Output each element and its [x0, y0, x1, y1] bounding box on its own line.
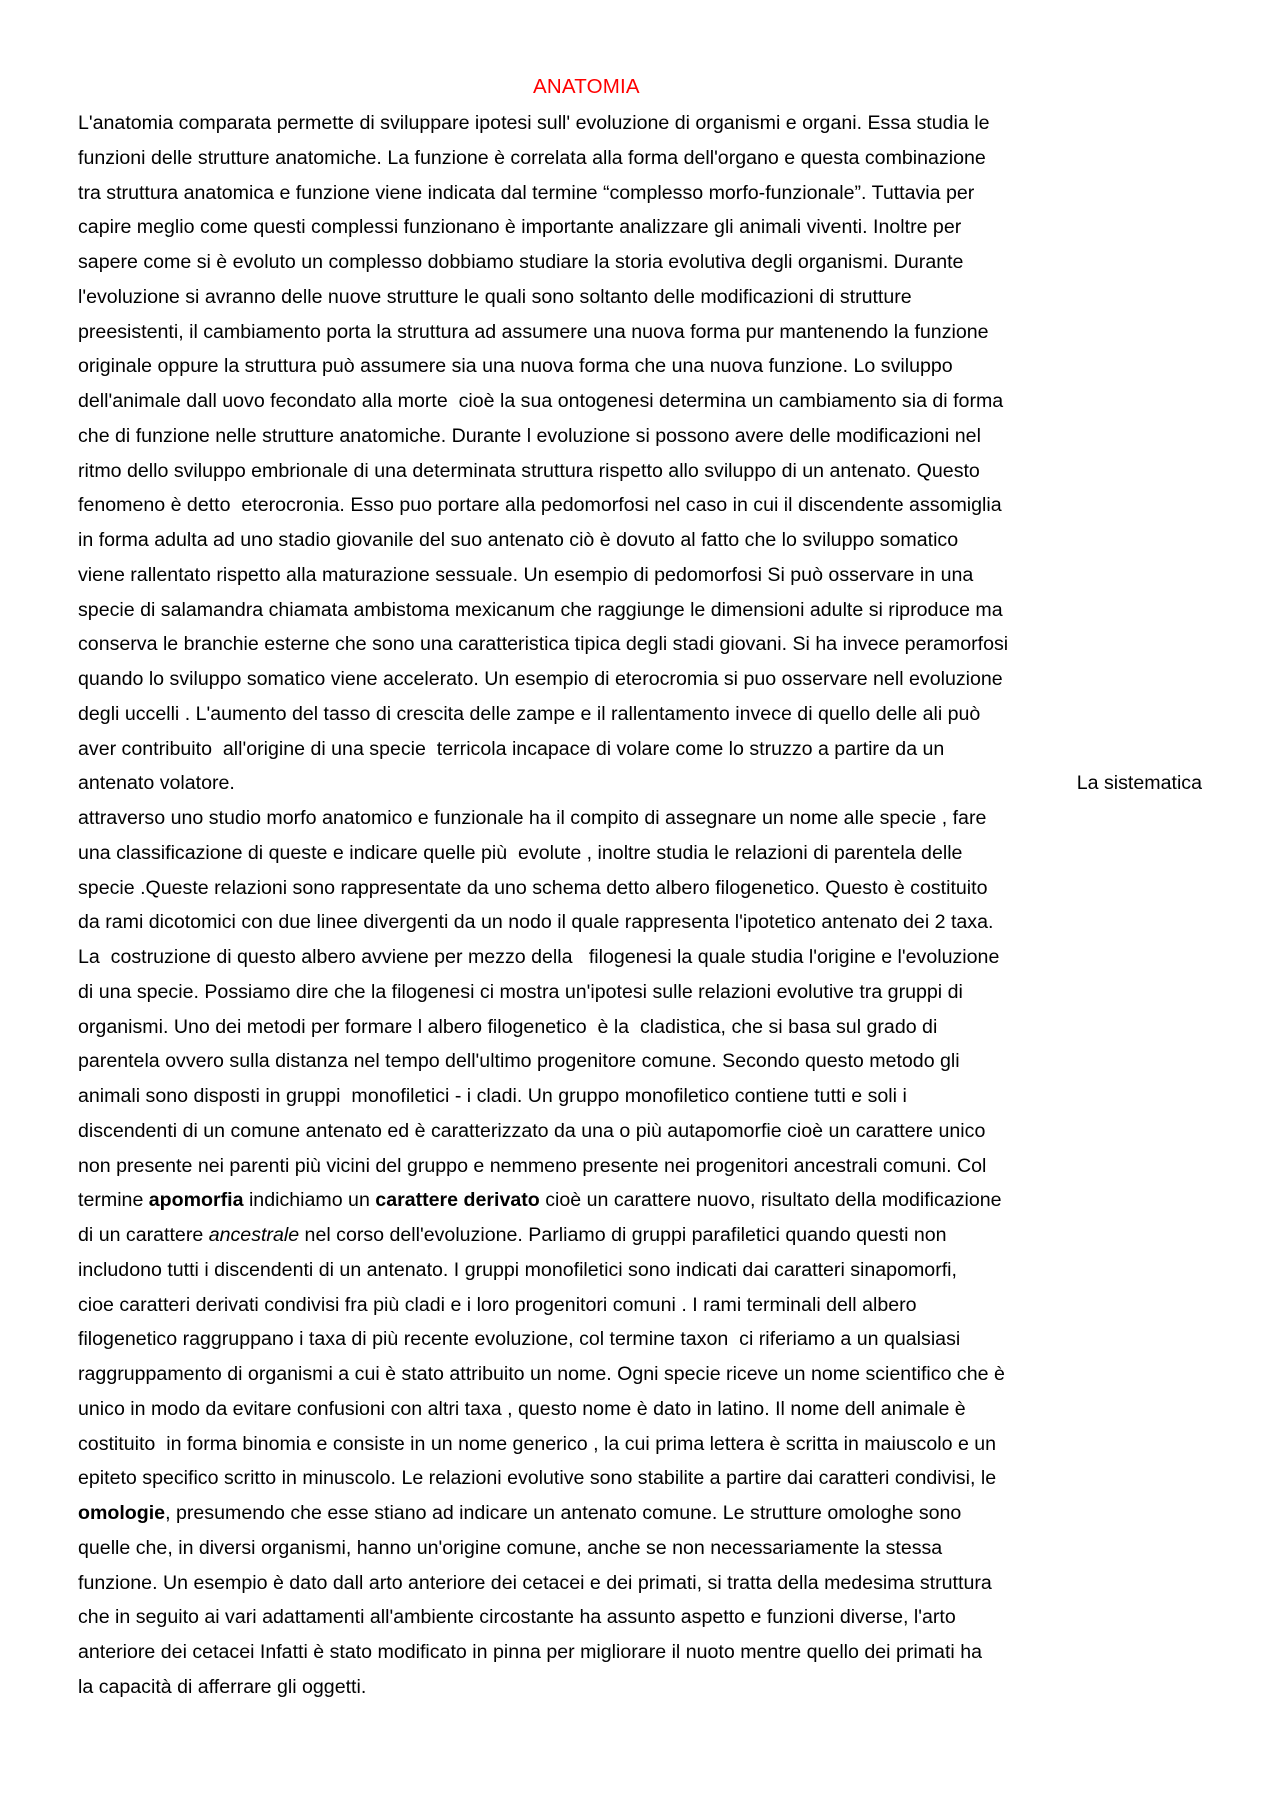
text-line: anteriore dei cetacei Infatti è stato modificato in pinna per migliorare il nuoto mentre quello dei primati ha: [78, 1641, 982, 1663]
document-title: ANATOMIA: [533, 75, 640, 98]
text-line-left: antenato volatore.: [78, 772, 235, 795]
text-run: indichiamo un: [243, 1189, 376, 1212]
text-line: capire meglio come questi complessi funzionano è importante analizzare gli animali viventi. Inoltre per: [78, 216, 962, 239]
text-run: nel corso dell'evoluzione. Parliamo di gruppi parafiletici quando questi non: [299, 1224, 947, 1246]
text-line: attraverso uno studio morfo anatomico e funzionale ha il compito di assegnare un nome alle specie , fare: [78, 807, 987, 829]
text-line: che in seguito ai vari adattamenti all'ambiente circostante ha assunto aspetto e funzioni diverse, l'arto: [78, 1606, 956, 1629]
text-line-right: La sistematica: [1076, 772, 1202, 795]
text-line-rich: [78, 1218, 1218, 1253]
text-line: quelle che, in diversi organismi, hanno un'origine comune, anche se non necessariamente la stessa: [78, 1536, 943, 1559]
text-line: discendenti di un comune antenato ed è caratterizzato da una o più autapomorfie cioè un carattere unico: [78, 1119, 986, 1142]
text-line: includono tutti i discendenti di un antenato. I gruppi monofiletici sono indicati dai caratteri sinapomorfi,: [78, 1258, 957, 1281]
text-line: ritmo dello sviluppo embrionale di una determinata struttura rispetto allo sviluppo di un antenato. Questo: [78, 459, 980, 482]
text-line: conserva le branchie esterne che sono una caratteristica tipica degli stadi giovani. Si ha invece peramorfosi: [78, 633, 1009, 656]
text-line: da rami dicotomici con due linee divergenti da un nodo il quale rappresenta l'ipotetico antenato dei 2 taxa.: [78, 911, 994, 934]
text-line: funzioni delle strutture anatomiche. La funzione è correlata alla forma dell'organo e questa combinazione: [78, 146, 986, 169]
text-line-rich: [78, 1496, 1218, 1531]
bold-term-apomorfia: apomorfia: [148, 1189, 244, 1212]
text-line: tra struttura anatomica e funzione viene indicata dal termine “complesso morfo-funzionale”. Tuttavia per: [78, 181, 975, 204]
text-line-split: [78, 766, 1202, 801]
text-line: aver contribuito all'origine di una specie terricola incapace di volare come lo struzzo a partire da un: [78, 737, 945, 760]
text-line: l'evoluzione si avranno delle nuove strutture le quali sono soltanto delle modificazioni di strutture: [78, 285, 912, 308]
text-run: cioè un carattere nuovo, risultato della modificazione: [539, 1189, 1002, 1212]
text-line: che di funzione nelle strutture anatomiche. Durante l evoluzione si possono avere delle modificazioni nel: [78, 424, 981, 447]
italic-term-ancestrale: ancestrale: [208, 1224, 300, 1246]
text-line: viene rallentato rispetto alla maturazione sessuale. Un esempio di pedomorfosi Si può osservare in una: [78, 563, 974, 586]
text-line: epiteto specifico scritto in minuscolo. Le relazioni evolutive sono stabilite a partire dai caratteri condivisi, le: [78, 1467, 997, 1490]
text-line: originale oppure la struttura può assumere sia una nuova forma che una nuova funzione. Lo sviluppo: [78, 355, 953, 378]
text-line: preesistenti, il cambiamento porta la struttura ad assumere una nuova forma pur mantenendo la funzione: [78, 320, 989, 343]
text-line: quando lo sviluppo somatico viene accelerato. Un esempio di eterocromia si puo osservare nell evoluzione: [78, 668, 1003, 690]
text-line: in forma adulta ad uno stadio giovanile del suo antenato ciò è dovuto al fatto che lo sviluppo somatico: [78, 529, 959, 551]
text-line: fenomeno è detto eterocronia. Esso puo portare alla pedomorfosi nel caso in cui il discendente assomiglia: [78, 494, 1002, 517]
text-line: la capacità di afferrare gli oggetti.: [78, 1675, 367, 1698]
text-line: L'anatomia comparata permette di sviluppare ipotesi sull' evoluzione di organismi e organi. Essa studia le: [78, 112, 990, 134]
text-line: cioe caratteri derivati condivisi fra più cladi e i loro progenitori comuni . I rami terminali dell albero: [78, 1293, 917, 1316]
text-line: una classificazione di queste e indicare quelle più evolute , inoltre studia le relazioni di parentela delle: [78, 841, 963, 864]
bold-term-carattere-derivato: carattere derivato: [375, 1189, 540, 1212]
text-run: termine: [78, 1189, 149, 1212]
text-line: di una specie. Possiamo dire che la filogenesi ci mostra un'ipotesi sulle relazioni evolutive tra gruppi di: [78, 980, 963, 1003]
body-text: [78, 106, 1218, 1705]
text-line: La costruzione di questo albero avviene per mezzo della filogenesi la quale studia l'origine e l'evoluzione: [78, 946, 1000, 968]
text-run: , presumendo che esse stiano ad indicare un antenato comune. Le strutture omologhe sono: [165, 1502, 962, 1524]
text-line: specie .Queste relazioni sono rappresentate da uno schema detto albero filogenetico. Questo è costituito: [78, 876, 988, 899]
text-run: di un carattere: [78, 1224, 209, 1246]
text-line: parentela ovvero sulla distanza nel tempo dell'ultimo progenitore comune. Secondo questo metodo gli: [78, 1050, 960, 1073]
text-line: specie di salamandra chiamata ambistoma mexicanum che raggiunge le dimensioni adulte si riproduce ma: [78, 598, 1003, 621]
text-line: funzione. Un esempio è dato dall arto anteriore dei cetacei e dei primati, si tratta della medesima struttura: [78, 1571, 992, 1594]
text-line-rich: [78, 1183, 1218, 1218]
text-line: filogenetico raggruppano i taxa di più recente evoluzione, col termine taxon ci riferiamo a un qualsiasi: [78, 1328, 961, 1351]
text-line: degli uccelli . L'aumento del tasso di crescita delle zampe e il rallentamento invece di quello delle ali può: [78, 702, 981, 725]
text-line: sapere come si è evoluto un complesso dobbiamo studiare la storia evolutiva degli organismi. Durante: [78, 251, 964, 273]
text-line: dell'animale dall uovo fecondato alla morte cioè la sua ontogenesi determina un cambiamento sia di forma: [78, 390, 1004, 412]
text-line: non presente nei parenti più vicini del gruppo e nemmeno presente nei progenitori ancestrali comuni. Col: [78, 1154, 987, 1177]
text-line: animali sono disposti in gruppi monofiletici - i cladi. Un gruppo monofiletico contiene tutti e soli i: [78, 1085, 907, 1107]
text-line: costituito in forma binomia e consiste in un nome generico , la cui prima lettera è scritta in maiuscolo e un: [78, 1432, 997, 1455]
text-line: organismi. Uno dei metodi per formare l albero filogenetico è la cladistica, che si basa sul grado di: [78, 1015, 938, 1038]
text-line: raggruppamento di organismi a cui è stato attribuito un nome. Ogni specie riceve un nome scientifico che è: [78, 1363, 1005, 1385]
text-line: unico in modo da evitare confusioni con altri taxa , questo nome è dato in latino. Il nome dell animale è: [78, 1397, 966, 1420]
bold-term-omologie: omologie: [78, 1502, 166, 1524]
